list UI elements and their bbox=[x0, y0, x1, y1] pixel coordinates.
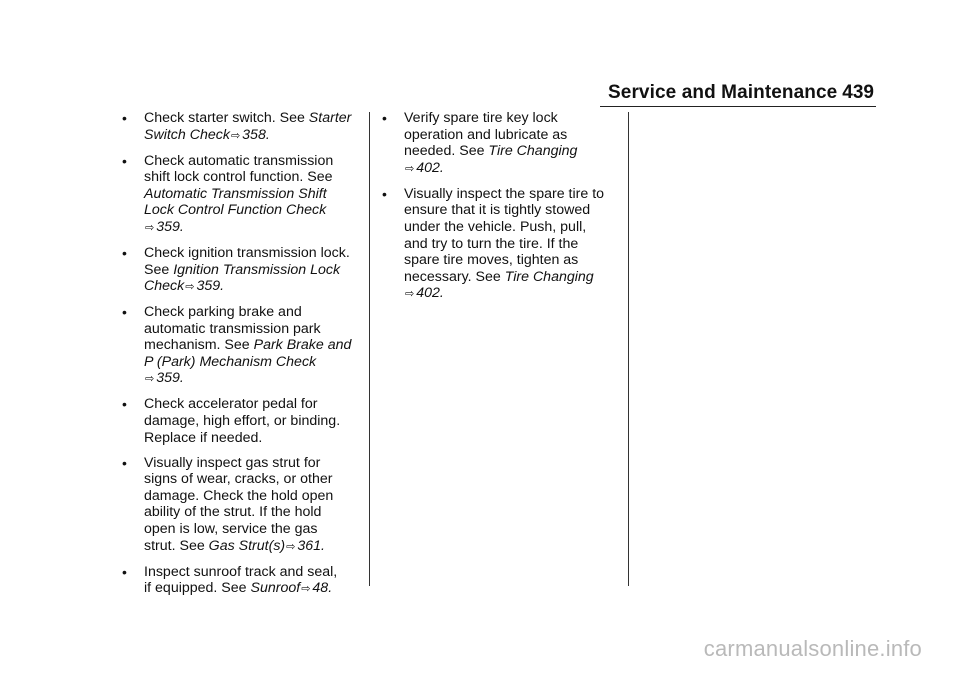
item-text: Check automatic transmission bbox=[144, 152, 334, 169]
page-header bbox=[600, 82, 876, 106]
item-text: Check starter switch. See bbox=[144, 110, 309, 126]
list-item bbox=[122, 244, 350, 296]
list-item bbox=[122, 396, 347, 446]
item-text: damage. Check the hold open bbox=[144, 487, 334, 504]
cross-reference-link[interactable]: Tire Changing bbox=[488, 143, 578, 160]
item-text: and try to turn the tire. If the bbox=[404, 235, 579, 252]
cross-reference-link[interactable]: Check bbox=[144, 278, 185, 295]
item-text: strut. See bbox=[144, 537, 209, 554]
page-reference[interactable]: 361. bbox=[297, 537, 325, 554]
item-text: under the vehicle. Push, pull, bbox=[404, 218, 587, 235]
column-divider bbox=[628, 112, 629, 586]
list-item bbox=[122, 564, 347, 598]
cross-reference-link[interactable]: Starter bbox=[308, 110, 352, 126]
cross-reference-link[interactable]: Ignition Transmission Lock bbox=[173, 261, 341, 278]
cross-reference-link[interactable]: Lock Control Function Check bbox=[144, 202, 327, 219]
item-text: Check ignition transmission lock. bbox=[144, 244, 350, 261]
bullet-icon: • bbox=[122, 110, 127, 126]
page-reference[interactable]: 359. bbox=[156, 370, 184, 387]
page-arrow-icon: ⇨ bbox=[405, 162, 415, 175]
item-text: spare tire moves, tighten as bbox=[404, 252, 579, 269]
page-reference[interactable]: 359. bbox=[156, 218, 184, 235]
page-number: 439 bbox=[842, 82, 874, 103]
page-reference[interactable]: 402. bbox=[416, 159, 444, 176]
page-reference[interactable]: 358. bbox=[242, 126, 270, 143]
right-column bbox=[382, 110, 607, 311]
item-text: ensure that it is tightly stowed bbox=[404, 202, 591, 219]
cross-reference-link[interactable]: Park Brake and bbox=[253, 337, 352, 354]
list-item bbox=[382, 110, 607, 177]
left-column bbox=[122, 110, 352, 606]
bullet-icon: • bbox=[122, 244, 127, 261]
bullet-icon: • bbox=[122, 152, 127, 169]
item-text: Inspect sunroof track and seal, bbox=[144, 563, 338, 580]
list-item bbox=[122, 110, 352, 144]
page-reference[interactable]: 359. bbox=[196, 278, 225, 295]
item-text: Verify spare tire key lock bbox=[404, 110, 558, 126]
page-reference[interactable]: 402. bbox=[416, 285, 444, 302]
item-text: automatic transmission park bbox=[144, 320, 321, 337]
cross-reference-link[interactable]: P (Park) Mechanism Check bbox=[144, 353, 317, 370]
item-text: See bbox=[144, 261, 174, 278]
bullet-icon: • bbox=[122, 396, 127, 413]
bullet-icon: • bbox=[122, 454, 127, 471]
item-text: necessary. See bbox=[404, 268, 505, 285]
bullet-icon: • bbox=[382, 110, 387, 126]
list-item bbox=[122, 153, 347, 237]
cross-reference-link[interactable]: Gas Strut(s) bbox=[208, 537, 286, 554]
page-arrow-icon: ⇨ bbox=[286, 540, 296, 553]
item-text: signs of wear, cracks, or other bbox=[144, 471, 333, 488]
bullet-icon: • bbox=[122, 304, 127, 321]
item-text: Check accelerator pedal for bbox=[144, 396, 318, 413]
item-text: Check parking brake and bbox=[144, 304, 302, 321]
page-arrow-icon: ⇨ bbox=[185, 281, 195, 294]
item-text: damage, high effort, or binding. bbox=[144, 413, 341, 430]
item-text: needed. See bbox=[404, 143, 489, 160]
page-arrow-icon: ⇨ bbox=[405, 288, 415, 301]
watermark: carmanualsonline.info bbox=[703, 636, 922, 661]
item-text: Visually inspect the spare tire to bbox=[404, 185, 605, 202]
bullet-icon: • bbox=[382, 185, 387, 202]
bullet-icon: • bbox=[122, 563, 127, 580]
column-divider bbox=[369, 112, 370, 586]
header-rule bbox=[600, 106, 876, 107]
item-text: mechanism. See bbox=[144, 337, 254, 354]
cross-reference-link[interactable]: Switch Check bbox=[144, 126, 230, 143]
list-item bbox=[382, 186, 607, 303]
item-text: open is low, service the gas bbox=[144, 521, 318, 538]
section-title: Service and Maintenance bbox=[608, 82, 838, 103]
cross-reference-link[interactable]: Tire Changing bbox=[504, 268, 594, 285]
page-arrow-icon: ⇨ bbox=[145, 373, 155, 386]
page-arrow-icon: ⇨ bbox=[301, 583, 311, 596]
page-arrow-icon: ⇨ bbox=[145, 221, 155, 234]
item-text: if equipped. See bbox=[144, 580, 251, 597]
cross-reference-link[interactable]: Automatic Transmission Shift bbox=[144, 185, 327, 202]
page-arrow-icon: ⇨ bbox=[230, 129, 241, 142]
page-reference[interactable]: 48. bbox=[312, 580, 333, 597]
item-text: shift lock control function. See bbox=[144, 169, 333, 186]
cross-reference-link[interactable]: Sunroof bbox=[250, 580, 301, 597]
item-text: Replace if needed. bbox=[144, 429, 263, 446]
list-item bbox=[122, 455, 347, 556]
list-item bbox=[122, 304, 352, 388]
item-text: ability of the strut. If the hold bbox=[144, 504, 322, 521]
item-text: operation and lubricate as bbox=[404, 126, 568, 143]
item-text: Visually inspect gas strut for bbox=[144, 454, 321, 471]
